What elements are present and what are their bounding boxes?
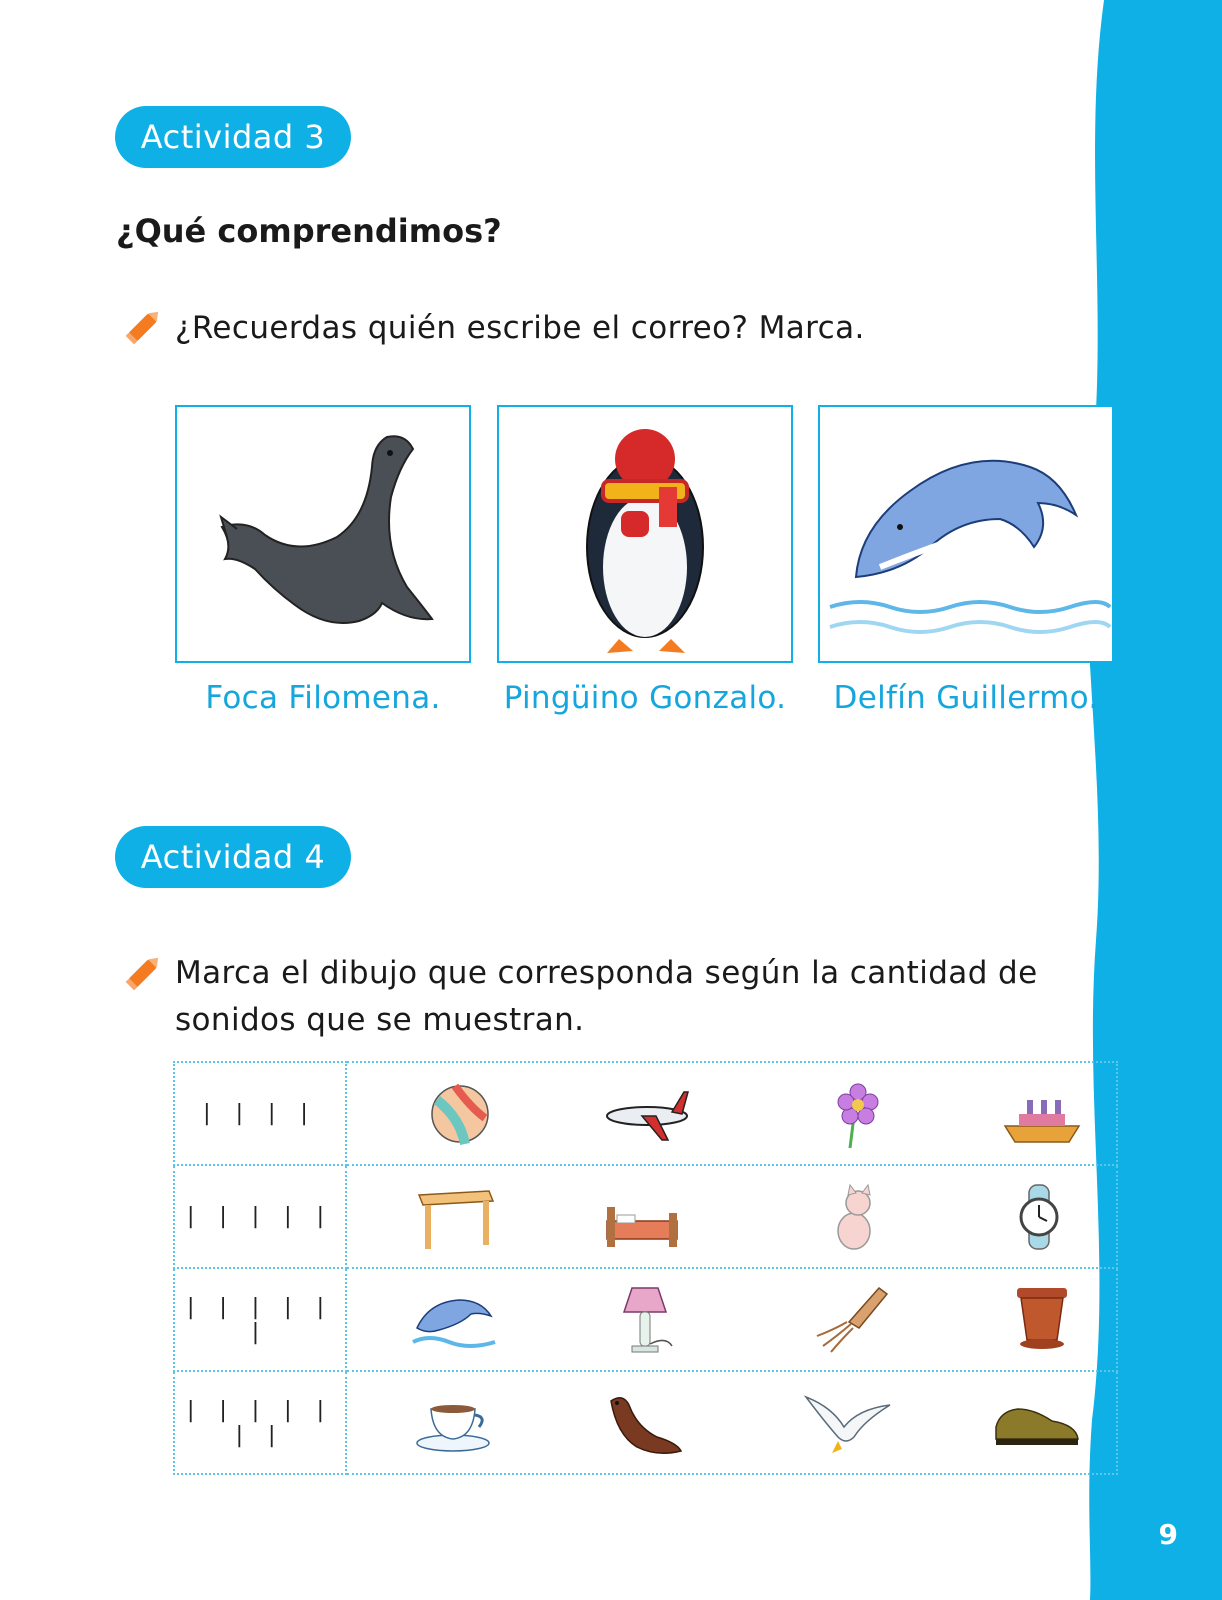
- cup-icon[interactable]: [409, 1387, 499, 1459]
- sound-count: | | | |: [174, 1062, 346, 1165]
- lamp-icon[interactable]: [602, 1284, 692, 1356]
- pencil-icon: [122, 950, 166, 994]
- table-icon[interactable]: [409, 1181, 499, 1253]
- table-row: [174, 1371, 1117, 1474]
- table-row: [174, 1062, 1117, 1165]
- option-card-seal[interactable]: [175, 405, 471, 663]
- activity-3-instruction: ¿Recuerdas quién escribe el correo? Marca.: [175, 310, 865, 346]
- activity-4-badge: Actividad 4: [115, 826, 351, 888]
- otter-icon[interactable]: [597, 1387, 687, 1459]
- option-card-dolphin[interactable]: [818, 405, 1114, 663]
- option-label-penguin: Pingüino Gonzalo.: [503, 680, 787, 716]
- ball-icon[interactable]: [415, 1078, 505, 1150]
- activity-3-badge: Actividad 3: [115, 106, 351, 168]
- page-number: 9: [1158, 1518, 1178, 1551]
- airplane-icon[interactable]: [602, 1078, 692, 1150]
- cat-icon[interactable]: [810, 1181, 900, 1253]
- sound-count: | | | | | | |: [174, 1371, 346, 1474]
- activity-4-instruction-line-1: Marca el dibujo que corresponda según la cantidad de: [175, 955, 1038, 991]
- sound-count: | | | | |: [174, 1165, 346, 1268]
- activity-4-instruction: [175, 950, 1038, 1044]
- flowerpot-icon[interactable]: [997, 1284, 1087, 1356]
- section-subtitle: ¿Qué comprendimos?: [116, 212, 502, 250]
- table-row: [174, 1268, 1117, 1371]
- sounds-table: [173, 1061, 1118, 1475]
- flower-icon[interactable]: [812, 1078, 902, 1150]
- option-label-seal: Foca Filomena.: [205, 680, 441, 716]
- shoe-icon[interactable]: [992, 1387, 1082, 1459]
- dolphin-icon[interactable]: [409, 1284, 499, 1356]
- ship-icon[interactable]: [997, 1078, 1087, 1150]
- sound-count: | | | | | |: [174, 1268, 346, 1371]
- watch-icon[interactable]: [995, 1181, 1085, 1253]
- penguin-icon: [499, 407, 791, 661]
- table-row: [174, 1165, 1117, 1268]
- option-label-dolphin: Delfín Guillermo.: [833, 680, 1099, 716]
- activity-4-instruction-line-2: sonidos que se muestran.: [175, 1002, 585, 1038]
- option-card-penguin[interactable]: [497, 405, 793, 663]
- squid-icon[interactable]: [807, 1284, 897, 1356]
- pencil-icon: [122, 304, 166, 348]
- bed-icon[interactable]: [597, 1181, 687, 1253]
- dolphin-icon: [820, 407, 1112, 661]
- seagull-icon[interactable]: [802, 1387, 892, 1459]
- seal-icon: [177, 407, 469, 661]
